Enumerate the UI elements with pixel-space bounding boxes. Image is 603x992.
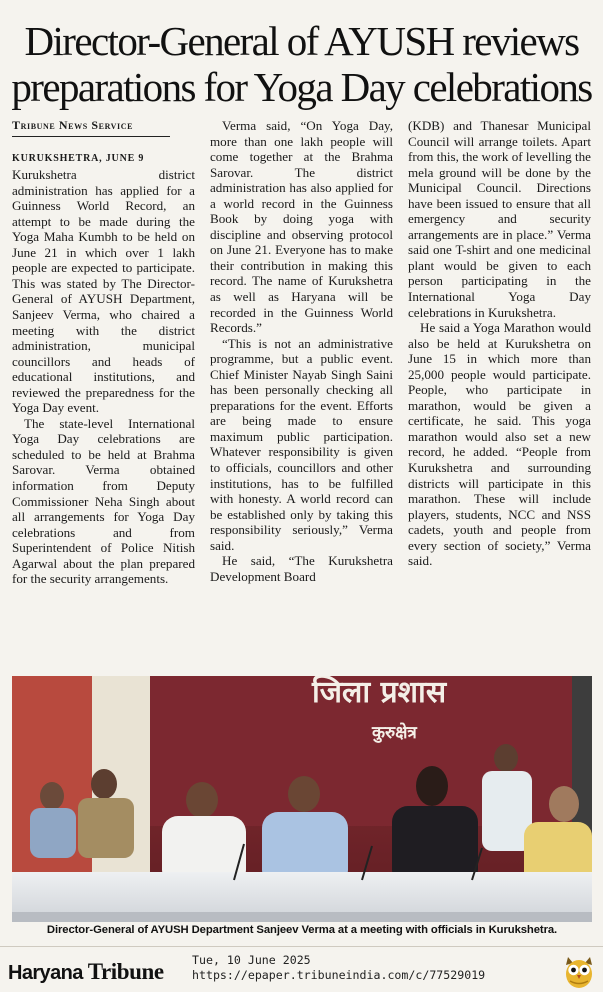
- photo-caption: Director-General of AYUSH Department Sanjeev Verma at a meeting with officials in Kurukshetra.: [46, 924, 558, 936]
- brand-part-2: Tribune: [87, 959, 164, 984]
- edition-url[interactable]: https://epaper.tribuneindia.com/c/77529019: [192, 968, 486, 982]
- owl-icon: [562, 953, 596, 989]
- meeting-photo: [12, 676, 592, 922]
- article-columns: [12, 118, 592, 668]
- footer-meta: [192, 953, 485, 983]
- article-paragraph: Kurukshetra district administration has applied for a Guinness World Record, an attempt to be made during the Yoga Maha Kumbh to be held on June 21 in which over 1 lakh people are expected to participate. This was stated by The Director-General of AYUSH Department, Sanjeev Verma, who chaired a meeting with the district administration, municipal councillors and heads of educational institutions, and reviewed the preparedness for the Yoga Day event.: [12, 167, 195, 416]
- article-column-2: [210, 118, 393, 584]
- brand-logo: [8, 959, 164, 985]
- article-paragraph: He said, “The Kurukshetra Development Board: [210, 553, 393, 584]
- article-paragraph: He said a Yoga Marathon would also be held at Kurukshetra on June 15 in which more than 25,000 people would participate. People, who participate in marathon, would be given a certificate, he said. This yoga marathon would also set a new record, he added. “People from Kurukshetra and surrounding districts will participate in this marathon. These will include players, students, NCC and NSS cadets, youth and people from every section of society,” Verma said.: [408, 320, 591, 569]
- dateline: KURUKSHETRA, JUNE 9: [12, 152, 145, 164]
- byline: Tribune News Service: [12, 118, 170, 137]
- edition-date: Tue, 10 June 2025: [192, 953, 311, 967]
- article-paragraph: (KDB) and Thanesar Municipal Council will arrange toilets. Apart from this, the work of levelling the mela ground will be done by the Municipal Council. Directions have been issued to ensure that all emergency and security arrangements are in place.” Verma said one T-shirt and one medicinal plant would be given to each person participating in the International Yoga Day celebrations in Kurukshetra.: [408, 118, 591, 320]
- headline-line-2: preparations for Yoga Day celebrations: [11, 64, 592, 110]
- footer: [0, 946, 603, 992]
- headline-line-1: Director-General of AYUSH reviews: [24, 18, 579, 64]
- article-paragraph: “This is not an administrative programme, but a public event. Chief Minister Nayab Singh Saini has been personally checking all preparations for the event. Efforts are being made to ensure maximum public participation. Whatever responsibility is given to officials, councillors and other institutions, has to be fulfilled with honesty. A world record can be established only by taking this responsibility seriously,” Verma said.: [210, 335, 393, 553]
- banner-text-2: कुरुक्षेत्र: [372, 723, 417, 743]
- article-column-1: [12, 118, 195, 587]
- banner-text-1: जिला प्रशास: [312, 676, 447, 710]
- article-paragraph: The state-level International Yoga Day celebrations are scheduled to be held at Brahma Sarovar. Verma obtained information from Deputy Commissioner Neha Singh about all arrangements for Yoga Day celebrations and from Superintendent of Police Nitish Agarwal about the plan prepared for the security arrangements.: [12, 415, 195, 587]
- meeting-photo-illustration: [12, 676, 592, 922]
- headline: [10, 18, 593, 110]
- article-paragraph: Verma said, “On Yoga Day, more than one lakh people will come together at the Brahma Sarovar. The district administration has also applied for a world record in the Guinness Book by doing yoga with discipline and observing protocol on June 21. Everyone has to make their contribution in making this record. The name of Kurukshetra as well as Haryana will be recorded in the Guinness World Records.”: [210, 118, 393, 336]
- brand-part-1: Haryana: [8, 962, 83, 984]
- article-column-3: [408, 118, 591, 569]
